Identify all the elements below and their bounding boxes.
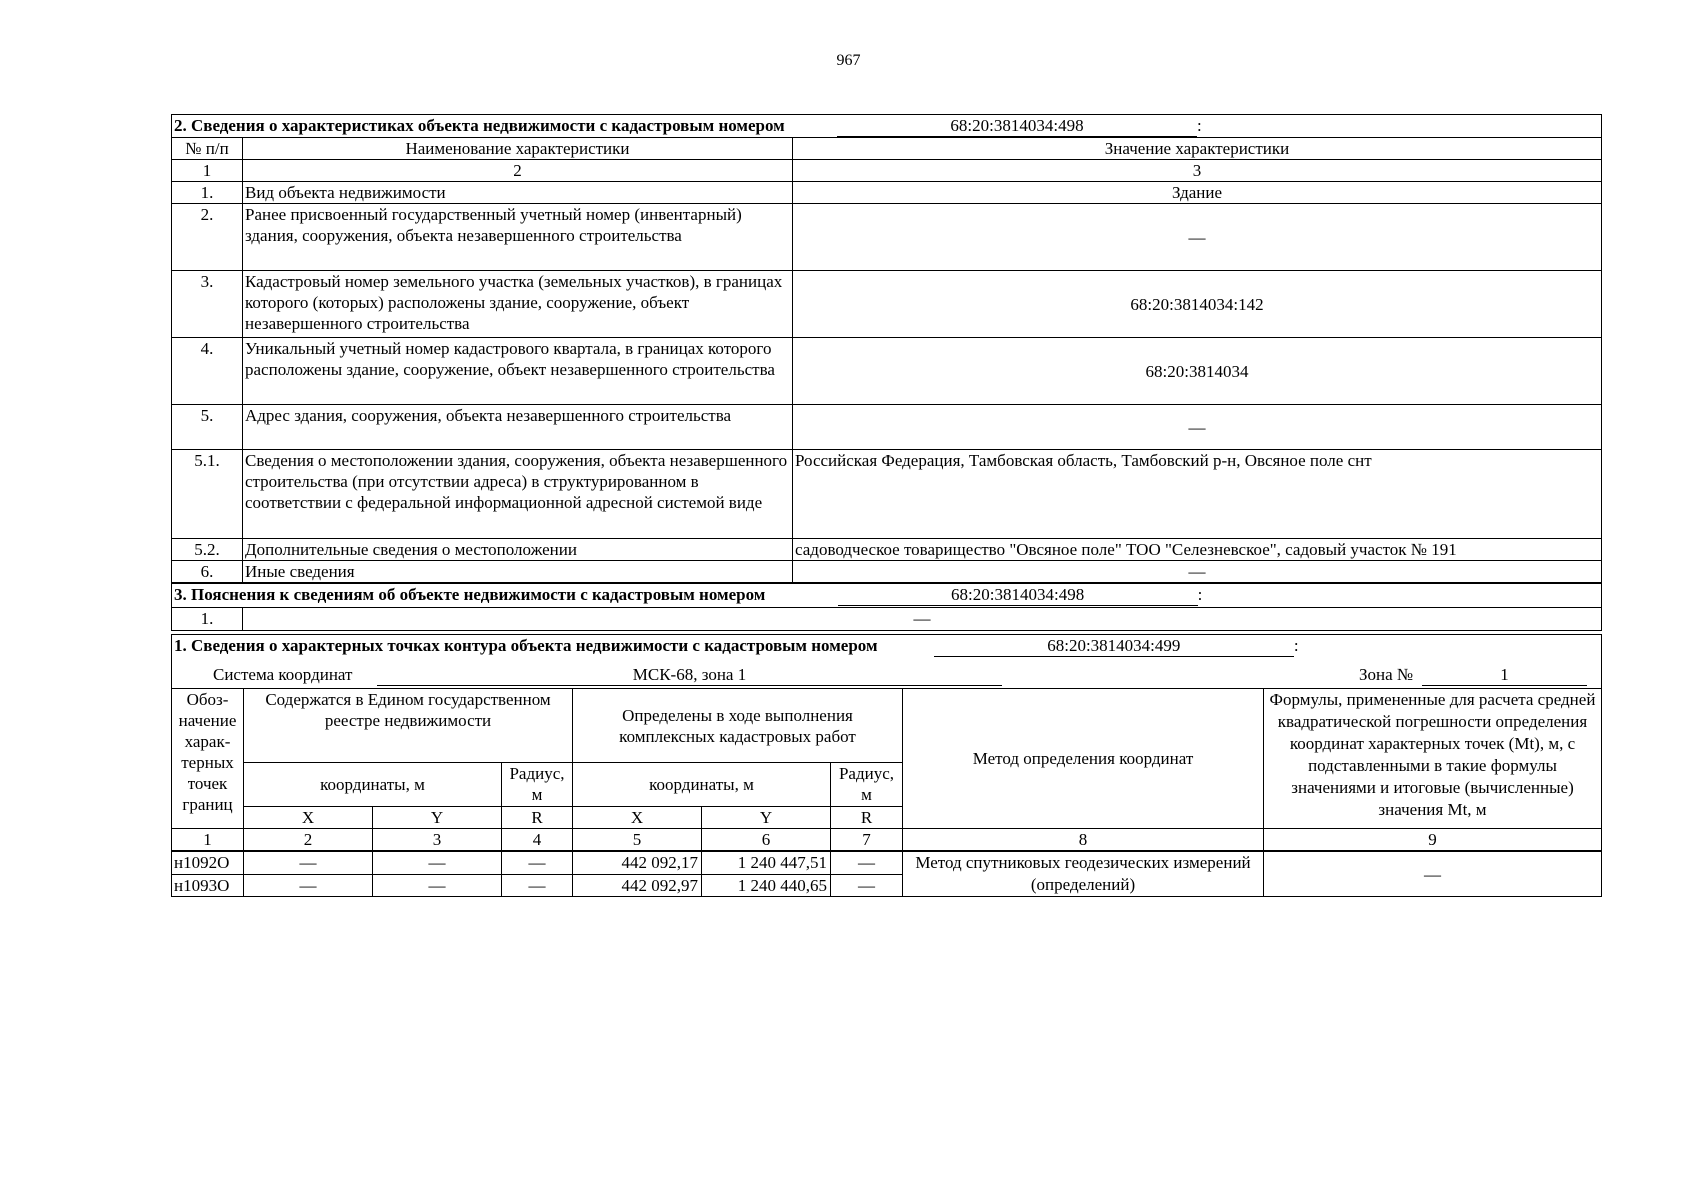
point-r2: — — [831, 874, 903, 897]
row-value: — — [793, 561, 1602, 583]
section1-cadastral-number: 68:20:3814034:499 — [934, 635, 1294, 657]
header-method: Метод определения координат — [903, 689, 1264, 829]
point-x2: 442 092,97 — [573, 874, 702, 897]
section1-title-cell — [172, 635, 1602, 661]
coord-system-row — [172, 661, 1602, 689]
method-value: Метод спутниковых геодезических измерений (определений) — [903, 851, 1264, 897]
table-row — [172, 539, 1602, 561]
row-number: 1. — [172, 182, 243, 204]
row-name: Уникальный учетный номер кадастрового квартала, в границах которого расположены здание, сооружение, объект незавершенного строительства — [243, 338, 793, 405]
header-formulas: Формулы, примененные для расчета средней квадратической погрешности определения координат характерных точек (Mt), м, с подставленными в такие формулы значениями и итоговые (вычисленные) значения Mt, м — [1264, 689, 1602, 829]
row-value: Здание — [793, 182, 1602, 204]
formulas-value: — — [1264, 851, 1602, 897]
header-kkr-y: Y — [702, 807, 831, 829]
point-y1: — — [373, 874, 502, 897]
row-number: 1. — [172, 608, 243, 631]
section1-title: 1. Сведения о характерных точках контура объекта недвижимости с кадастровым номером — [174, 636, 878, 655]
header-egrn-y: Y — [373, 807, 502, 829]
col-number-8: 8 — [903, 829, 1264, 852]
row-number: 2. — [172, 204, 243, 271]
table-row — [172, 608, 1602, 631]
point-x1: — — [244, 851, 373, 874]
header-egrn-x: X — [244, 807, 373, 829]
point-name: н1092О — [172, 851, 244, 874]
table-row — [172, 561, 1602, 583]
row-name: Сведения о местоположении здания, сооружения, объекта незавершенного строительства (при отсутствии адреса) в структурированном в соответствии с федеральной информационной адресной системой виде — [243, 450, 793, 539]
col-number-9: 9 — [1264, 829, 1602, 852]
point-y2: 1 240 447,51 — [702, 851, 831, 874]
col-header-number: № п/п — [172, 138, 243, 160]
col-number-6: 6 — [702, 829, 831, 852]
table-row — [172, 405, 1602, 450]
header-kkr: Определены в ходе выполнения комплексных кадастровых работ — [573, 689, 903, 763]
col-number-1: 1 — [172, 829, 244, 852]
col-number-1: 1 — [172, 160, 243, 182]
row-number: 3. — [172, 271, 243, 338]
point-y2: 1 240 440,65 — [702, 874, 831, 897]
header-egrn-radius: Радиус, м — [502, 763, 573, 807]
row-number: 6. — [172, 561, 243, 583]
table-row — [172, 338, 1602, 405]
row-number: 5. — [172, 405, 243, 450]
header-egrn-r: R — [502, 807, 573, 829]
col-number-3: 3 — [793, 160, 1602, 182]
row-value: — — [243, 608, 1602, 631]
section2-title: 2. Сведения о характеристиках объекта недвижимости с кадастровым номером — [174, 116, 785, 135]
row-value: — — [793, 204, 1602, 271]
row-value: 68:20:3814034:142 — [793, 271, 1602, 338]
row-name: Адрес здания, сооружения, объекта незавершенного строительства — [243, 405, 793, 450]
section2-cadastral-number: 68:20:3814034:498 — [837, 115, 1197, 137]
point-x1: — — [244, 874, 373, 897]
col-header-name: Наименование характеристики — [243, 138, 793, 160]
table-row — [172, 182, 1602, 204]
point-y1: — — [373, 851, 502, 874]
col-number-4: 4 — [502, 829, 573, 852]
point-x2: 442 092,17 — [573, 851, 702, 874]
row-value: 68:20:3814034 — [793, 338, 1602, 405]
col-number-5: 5 — [573, 829, 702, 852]
table-row — [172, 851, 1602, 874]
row-number: 5.1. — [172, 450, 243, 539]
section2-table — [171, 114, 1602, 583]
table-row — [172, 271, 1602, 338]
point-r2: — — [831, 851, 903, 874]
col-number-2: 2 — [244, 829, 373, 852]
document-body — [171, 114, 1602, 897]
point-r1: — — [502, 874, 573, 897]
section3-title-cell — [172, 584, 1602, 608]
point-r1: — — [502, 851, 573, 874]
zone-value: 1 — [1422, 664, 1587, 686]
page-number: 967 — [836, 52, 861, 69]
point-name: н1093О — [172, 874, 244, 897]
section3-table — [171, 583, 1602, 631]
section2-title-cell — [172, 115, 1602, 138]
section3-colon: : — [1197, 585, 1203, 604]
row-value: Российская Федерация, Тамбовская область, Тамбовский р-н, Овсяное поле снт — [793, 450, 1602, 539]
header-kkr-r: R — [831, 807, 903, 829]
coord-system-value: МСК-68, зона 1 — [377, 664, 1002, 686]
header-designation: Обоз-начение харак-терных точек границ — [172, 689, 244, 829]
zone-label: Зона № — [1359, 664, 1414, 684]
row-number: 4. — [172, 338, 243, 405]
header-kkr-coords: координаты, м — [573, 763, 831, 807]
row-number: 5.2. — [172, 539, 243, 561]
row-value: садоводческое товарищество "Овсяное поле" ТОО "Селезневское", садовый участок № 191 — [793, 539, 1602, 561]
table-row — [172, 204, 1602, 271]
row-name: Иные сведения — [243, 561, 793, 583]
row-value: — — [793, 405, 1602, 450]
row-name: Дополнительные сведения о местоположении — [243, 539, 793, 561]
header-egrn: Содержатся в Едином государственном реестре недвижимости — [244, 689, 573, 763]
header-kkr-x: X — [573, 807, 702, 829]
col-number-2: 2 — [243, 160, 793, 182]
section1-table — [171, 634, 1602, 897]
row-name: Вид объекта недвижимости — [243, 182, 793, 204]
col-header-value: Значение характеристики — [793, 138, 1602, 160]
section3-cadastral-number: 68:20:3814034:498 — [838, 584, 1198, 606]
header-kkr-radius: Радиус, м — [831, 763, 903, 807]
section3-title: 3. Пояснения к сведениям об объекте недвижимости с кадастровым номером — [174, 585, 766, 604]
section2-colon: : — [1197, 116, 1202, 135]
row-name: Кадастровый номер земельного участка (земельных участков), в границах которого (которых) расположены здание, сооружение, объект незавершенного строительства — [243, 271, 793, 338]
row-name: Ранее присвоенный государственный учетный номер (инвентарный) здания, сооружения, объекта незавершенного строительства — [243, 204, 793, 271]
coord-system-label: Система координат — [213, 664, 353, 684]
col-number-7: 7 — [831, 829, 903, 852]
table-row — [172, 450, 1602, 539]
header-egrn-coords: координаты, м — [244, 763, 502, 807]
section1-colon: : — [1293, 636, 1299, 655]
col-number-3: 3 — [373, 829, 502, 852]
